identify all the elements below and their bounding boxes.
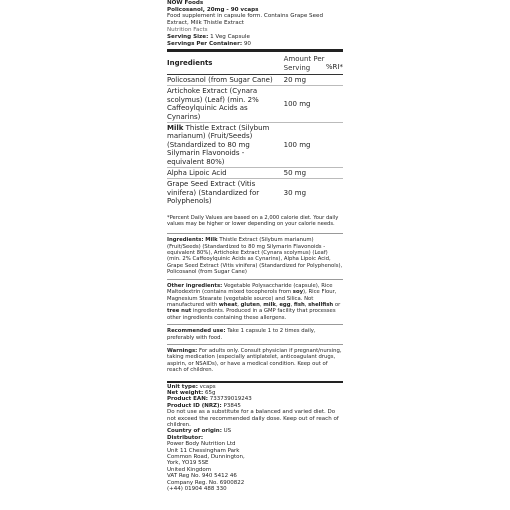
recommended-use-label: Recommended use:	[167, 328, 226, 335]
ingredients-text: Thistle Extract (Silybum marianum) (Fruit/Seeds) (Standardized to 80 mg Silymarin Flavonoids - equivalent 80%), Artichoke Extract (Cynara scolymus) (Leaf) (min. 2% Caffeoylquinic Acids as Cynarins), Alpha Lipoic Acid, Grape Seed Extract (Vitis vinifera) (Standardized for Polyphenols), Policosanol (from Sugar Cane)	[167, 237, 343, 276]
ingredient-ri	[326, 168, 343, 179]
distributor-line: York, YO19 5SE	[167, 460, 209, 467]
servings-value: 90	[243, 40, 251, 47]
separator: ,	[304, 301, 309, 308]
other-ingredients-paragraph	[167, 280, 343, 324]
distributor-line: VAT Reg No. 940 5412 46	[167, 473, 237, 480]
table-row	[167, 179, 343, 207]
servings-label: Servings Per Container:	[167, 40, 243, 47]
nutrition-facts-title: Nutrition Facts	[167, 27, 208, 34]
separator: or	[333, 301, 341, 308]
separator: ,	[275, 301, 280, 308]
serving-size	[167, 34, 343, 41]
ri-column-header: %RI*	[325, 63, 343, 72]
allergen-egg: egg	[279, 301, 291, 308]
country-label: Country of origin:	[167, 428, 222, 435]
separator: ,	[290, 301, 294, 308]
ingredients-label: Ingredients:	[167, 237, 204, 244]
serving-size-value: 1 Veg Capsule	[210, 33, 250, 40]
ingredients-column-header: Ingredients	[167, 59, 213, 68]
nutrition-table	[167, 53, 343, 207]
ingredient-name: Artichoke Extract (Cynara scolymus) (Leaf) (min. 2% Caffeoylquinic Acids as Cynarins)	[167, 86, 284, 123]
product-name: Policosanol, 20mg - 90 vcaps	[167, 6, 259, 13]
ingredient-amount: 100 mg	[284, 86, 326, 123]
distributor-line: Unit 11 Chessingham Park	[167, 447, 240, 454]
product-info	[167, 384, 343, 493]
ingredient-amount: 50 mg	[284, 168, 326, 179]
net-weight-label: Net weight:	[167, 389, 204, 396]
daily-value-footnote: *Percent Daily Values are based on a 2,000 calorie diet. Your daily values may be higher or lower depending on your calorie needs.	[167, 214, 339, 227]
unit-type-label: Unit type:	[167, 383, 198, 390]
other-ingredients-text: ), Rice Flour, Magnesium Stearate (vegetable source) and Silica. Not manufactured with	[167, 289, 337, 308]
ingredient-name: Policosanol (from Sugar Cane)	[167, 74, 284, 85]
serving-size-label: Serving Size:	[167, 33, 209, 40]
recommended-use-paragraph	[167, 325, 343, 344]
ingredient-amount: 20 mg	[284, 74, 326, 85]
ingredient-name	[167, 123, 284, 168]
allergen-wheat: wheat	[218, 301, 238, 308]
product-id-label: Product ID (NRZ):	[167, 402, 222, 409]
distributor-line: Power Body Nutrition Ltd	[167, 441, 236, 448]
distributor-line: United Kingdom	[167, 466, 212, 473]
allergen-milk: Milk	[167, 124, 184, 132]
brand-name: NOW Foods	[167, 0, 204, 6]
product-id-value: P3845	[221, 402, 241, 409]
ingredient-amount: 100 mg	[284, 123, 326, 168]
ingredient-name-rest: Thistle Extract (Silybum marianum) (Fruit/Seeds) (Standardized to 80 mg Silymarin Flavonoids - equivalent 80%)	[167, 124, 270, 166]
distributor-line: (+44) 01904 488 330	[167, 486, 227, 493]
other-ingredients-text: Vegetable Polysaccharide (capsule), Rice Maltodextrin (contains mixed tocopherols from	[167, 282, 333, 296]
ingredient-name: Grape Seed Extract (Vitis vinifera) (Standardized for Polyphenols)	[167, 179, 284, 207]
distributor-line: Company Reg. No. 6900822	[167, 479, 245, 486]
table-row	[167, 86, 343, 123]
product-description: Food supplement in capsule form. Contains Grape Seed Extract, Milk Thistle Extract	[167, 13, 324, 26]
amount-column-header: Amount Per Serving	[283, 55, 325, 72]
product-ean-value: 733739019243	[208, 396, 252, 403]
separator: ,	[237, 301, 241, 308]
nutrition-table-header	[167, 53, 343, 74]
ingredient-ri	[326, 179, 343, 207]
warnings-paragraph	[167, 345, 343, 377]
warnings-label: Warnings:	[167, 347, 198, 354]
recommended-use-text: Take 1 capsule 1 to 2 times daily, preferably with food.	[167, 328, 316, 341]
allergen-tree-nut: tree nut	[167, 308, 192, 315]
warnings-text: For adults only. Consult physician if pregnant/nursing, taking medication (especially antiplatelet, anticoagulant drugs, aspirin, or NSAIDs), or have a medical condition. Keep out of reach of children.	[167, 347, 342, 374]
allergen-milk: milk	[263, 301, 276, 308]
net-weight-value: 65g	[203, 389, 216, 396]
allergen-fish: fish	[293, 301, 305, 308]
unit-type-value: vcaps	[197, 383, 216, 390]
supplement-label	[167, 0, 343, 492]
servings-per-container	[167, 41, 343, 48]
ingredients-paragraph	[167, 234, 343, 278]
thick-divider	[167, 381, 343, 383]
allergen-gluten: gluten	[240, 301, 260, 308]
ingredient-ri	[326, 123, 343, 168]
distributor-label: Distributor:	[167, 434, 204, 441]
table-row	[167, 123, 343, 168]
ingredient-name: Alpha Lipoic Acid	[167, 168, 284, 179]
allergen-soy: soy	[292, 289, 304, 296]
product-ean-label: Product EAN:	[167, 396, 208, 403]
distributor-line: Common Road, Dunnington,	[167, 454, 245, 461]
separator: ,	[259, 301, 264, 308]
advice-text: Do not use as a substitute for a balanced and varied diet. Do not exceed the recommended daily dose. Keep out of reach of children.	[167, 409, 339, 428]
allergen-shellfish: shellfish	[308, 301, 334, 308]
country-value: US	[221, 428, 232, 435]
table-row	[167, 168, 343, 179]
ingredient-amount: 30 mg	[284, 179, 326, 207]
table-row	[167, 74, 343, 85]
thick-divider	[167, 49, 343, 52]
other-ingredients-text: ingredients. Produced in a GMP facility that processes other ingredients containing these allergens.	[167, 308, 336, 321]
ingredient-ri	[326, 86, 343, 123]
allergen-milk: Milk	[205, 237, 218, 244]
other-ingredients-label: Other ingredients:	[167, 282, 223, 289]
ingredient-ri	[326, 74, 343, 85]
